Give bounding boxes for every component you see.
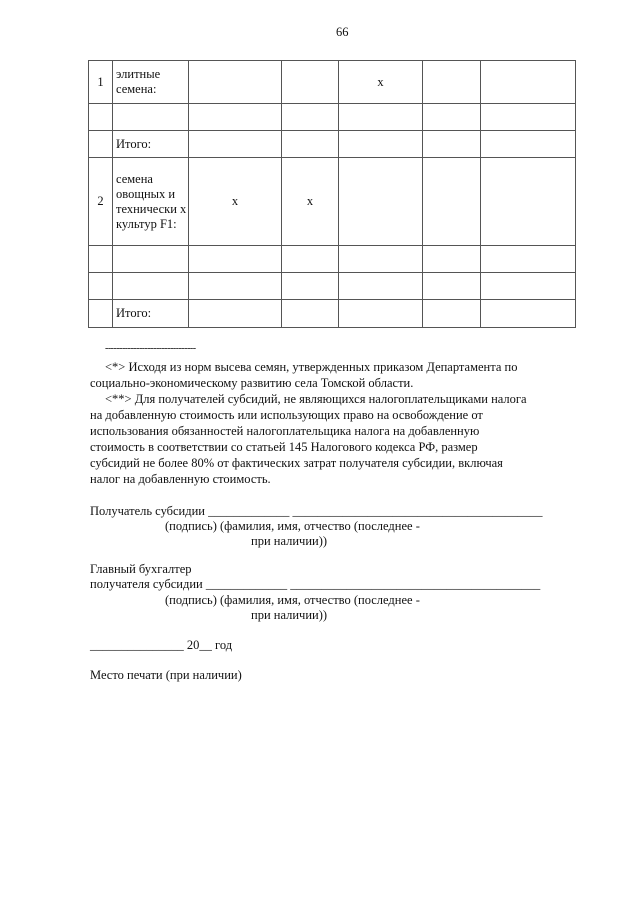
row-number-cell: [89, 273, 113, 300]
table-cell: [189, 61, 282, 104]
row-number-cell: 2: [89, 158, 113, 246]
signature-caption: (подпись) (фамилия, имя, отчество (последнее -: [165, 519, 420, 533]
table-cell: x: [339, 61, 423, 104]
accountant-title: Главный бухгалтер: [90, 562, 192, 576]
table-row: [89, 158, 576, 246]
table-row: [89, 246, 576, 273]
footnote-line: <**> Для получателей субсидий, не являющихся налогоплательщиками налога: [105, 392, 527, 406]
table-cell: x: [282, 158, 339, 246]
row-label-cell: Итого:: [113, 131, 189, 158]
seeds-table: [88, 60, 576, 328]
row-number-cell: 1: [89, 61, 113, 104]
recipient-signature-line: Получатель субсидии _____________ ________________________________________: [90, 504, 543, 518]
table-cell: [481, 300, 576, 328]
row-label-cell: [113, 104, 189, 131]
table-row: [89, 131, 576, 158]
table-row: [89, 104, 576, 131]
footnote-line: стоимость в соответствии со статьей 145 Налогового кодекса РФ, размер: [90, 440, 478, 454]
signature-caption: (подпись) (фамилия, имя, отчество (последнее -: [165, 593, 420, 607]
table-cell: [189, 300, 282, 328]
table-cell: [339, 246, 423, 273]
table-cell: [282, 104, 339, 131]
table-cell: [282, 61, 339, 104]
table-cell: [282, 131, 339, 158]
table-cell: [481, 61, 576, 104]
row-number-cell: [89, 246, 113, 273]
table-cell: [282, 273, 339, 300]
table-cell: [481, 104, 576, 131]
table-cell: [423, 131, 481, 158]
table-cell: [481, 246, 576, 273]
date-line: _______________ 20__ год: [90, 638, 233, 652]
table-cell: [423, 61, 481, 104]
footnote-line: использования обязанностей налогоплательщика налога на добавленную: [90, 424, 480, 438]
row-label-cell: семена овощных и технически х культур F1:: [113, 158, 189, 246]
table-cell: [339, 131, 423, 158]
table-cell: [339, 273, 423, 300]
table-cell: [423, 104, 481, 131]
footnote-line: субсидий не более 80% от фактических затрат получателя субсидии, включая: [90, 456, 503, 470]
page-number: 66: [336, 25, 349, 39]
table-cell: [282, 246, 339, 273]
accountant-signature-line: получателя субсидии _____________ ________________________________________: [90, 577, 541, 591]
table-cell: [282, 300, 339, 328]
table-cell: x: [189, 158, 282, 246]
signature-caption: при наличии)): [251, 534, 328, 548]
table-cell: [339, 104, 423, 131]
table-cell: [189, 131, 282, 158]
row-label-cell: [113, 246, 189, 273]
table-cell: [481, 131, 576, 158]
table-cell: [423, 158, 481, 246]
table-cell: [339, 300, 423, 328]
footnote-separator: --------------------------------: [105, 343, 196, 354]
row-number-cell: [89, 131, 113, 158]
table-row: [89, 61, 576, 104]
table-cell: [189, 246, 282, 273]
table-cell: [481, 273, 576, 300]
row-label-cell: [113, 273, 189, 300]
row-label-cell: элитные семена:: [113, 61, 189, 104]
stamp-place: Место печати (при наличии): [90, 668, 242, 682]
footnote-line: социально-экономическому развитию села Томской области.: [90, 376, 414, 390]
table-row: [89, 273, 576, 300]
footnote-line: <*> Исходя из норм высева семян, утвержденных приказом Департамента по: [105, 360, 518, 374]
row-label-cell: Итого:: [113, 300, 189, 328]
table-cell: [339, 158, 423, 246]
table-row: [89, 300, 576, 328]
table-cell: [481, 158, 576, 246]
table-cell: [423, 300, 481, 328]
table-cell: [189, 273, 282, 300]
table-cell: [423, 273, 481, 300]
row-number-cell: [89, 300, 113, 328]
row-number-cell: [89, 104, 113, 131]
footnote-line: на добавленную стоимость или использующих право на освобождение от: [90, 408, 483, 422]
table-cell: [189, 104, 282, 131]
footnote-line: налог на добавленную стоимость.: [90, 472, 271, 486]
table-cell: [423, 246, 481, 273]
signature-caption: при наличии)): [251, 608, 328, 622]
